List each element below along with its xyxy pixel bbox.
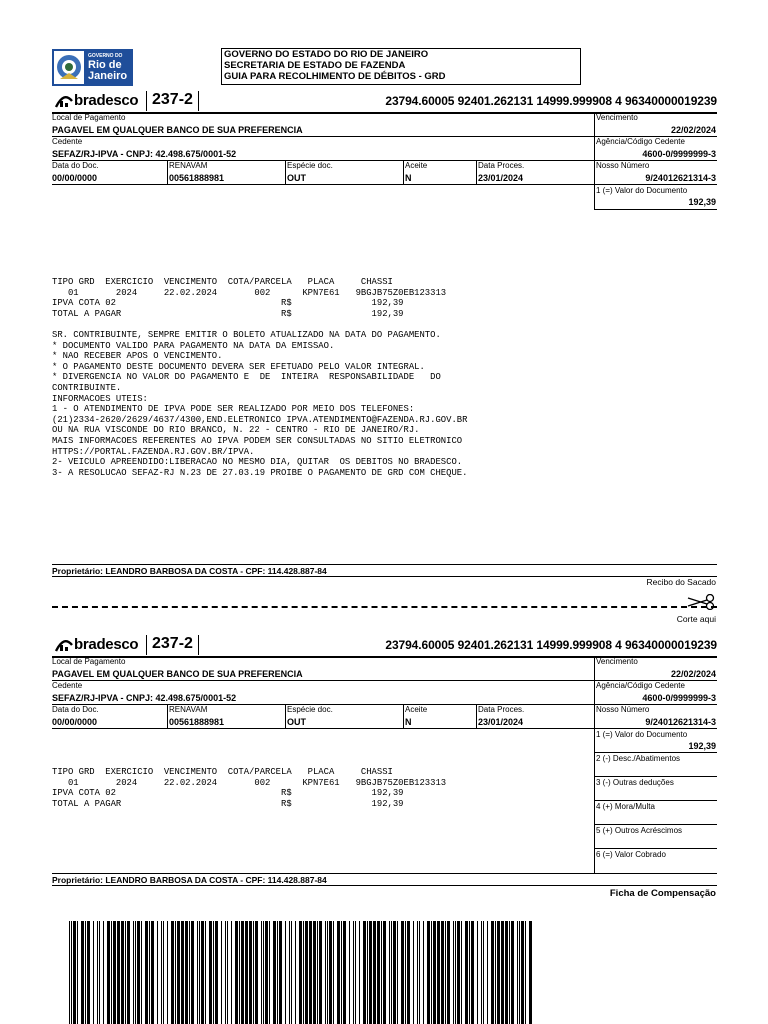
- barcode-bar: [511, 921, 514, 1024]
- barcode-bar: [505, 921, 508, 1024]
- barcode-bar: [175, 921, 176, 1024]
- barcode-bar: [487, 921, 488, 1024]
- barcode-bar: [417, 921, 418, 1024]
- barcode-bar: [389, 921, 390, 1024]
- barcode-bar: [455, 921, 456, 1024]
- barcode-bar: [519, 921, 520, 1024]
- barcode-bar: [255, 921, 258, 1024]
- barcode-bar: [181, 921, 184, 1024]
- value-data-doc: 00/00/0000: [52, 173, 98, 183]
- barcode-bar: [191, 921, 194, 1024]
- gov-rj-logo: [52, 49, 133, 86]
- barcode-bar: [125, 921, 126, 1024]
- bank-code: 237-2: [152, 635, 193, 652]
- barcode-bar: [329, 921, 332, 1024]
- value-cedente: SEFAZ/RJ-IPVA - CNPJ: 42.498.675/0001-52: [52, 149, 237, 159]
- barcode-bar: [241, 921, 244, 1024]
- label-cedente: Cedente: [52, 137, 83, 146]
- value-valor-doc-b: 192,39: [688, 741, 716, 751]
- gov-logo-rio: Rio de: [88, 59, 122, 71]
- barcode-bar: [69, 921, 70, 1024]
- barcode-bar: [333, 921, 334, 1024]
- label-valor-doc: 1 (=) Valor do Documento: [596, 186, 688, 195]
- barcode-bar: [205, 921, 206, 1024]
- barcode-bar: [265, 921, 268, 1024]
- label-cedente-b: Cedente: [52, 681, 83, 690]
- barcode-bar: [71, 921, 72, 1024]
- barcode-bar: [213, 921, 214, 1024]
- header-title-box: [221, 48, 581, 85]
- value-nosso-numero: 9/24012621314-3: [645, 173, 716, 183]
- barcode-bar: [93, 921, 94, 1024]
- value-vencimento: 22/02/2024: [670, 125, 716, 135]
- barcode-bar: [133, 921, 134, 1024]
- barcode: [69, 921, 532, 1024]
- barcode-bar: [305, 921, 308, 1024]
- barcode-bar: [137, 921, 140, 1024]
- barcode-bar: [471, 921, 474, 1024]
- barcode-bar: [291, 921, 292, 1024]
- barcode-bar: [383, 921, 386, 1024]
- barcode-bar: [397, 921, 398, 1024]
- barcode-bar: [441, 921, 444, 1024]
- value-agencia: 4600-0/9999999-3: [642, 149, 716, 159]
- barcode-bar: [349, 921, 350, 1024]
- barcode-bar: [199, 921, 200, 1024]
- barcode-bar: [405, 921, 406, 1024]
- label-renavam-b: RENAVAM: [169, 705, 208, 714]
- barcode-bar: [327, 921, 328, 1024]
- barcode-bar: [431, 921, 432, 1024]
- barcode-bar: [85, 921, 86, 1024]
- gov-logo-small: GOVERNO DO: [88, 53, 123, 59]
- bank-header-top: [52, 90, 717, 112]
- barcode-bar: [189, 921, 190, 1024]
- label-data-proces: Data Proces.: [478, 161, 525, 170]
- barcode-bar: [453, 921, 454, 1024]
- bank-name: bradesco: [74, 92, 139, 109]
- value-data-doc-b: 00/00/0000: [52, 717, 98, 727]
- barcode-bar: [401, 921, 404, 1024]
- barcode-bar: [279, 921, 282, 1024]
- proprietario-top: Proprietário: LEANDRO BARBOSA DA COSTA - CPF: 114.428.887-84: [52, 566, 327, 576]
- digitable-line: 23794.60005 92401.262131 14999.999908 4 96340000019239: [385, 638, 717, 652]
- barcode-bar: [127, 921, 130, 1024]
- header-title-line-1: GOVERNO DO ESTADO DO RIO DE JANEIRO: [224, 49, 429, 60]
- value-valor-doc: 192,39: [688, 197, 716, 207]
- label-vencimento-b: Vencimento: [596, 657, 638, 666]
- barcode-bar: [481, 921, 482, 1024]
- label-data-doc-b: Data do Doc.: [52, 705, 99, 714]
- label-vencimento: Vencimento: [596, 113, 638, 122]
- barcode-bar: [171, 921, 174, 1024]
- barcode-bar: [161, 921, 162, 1024]
- barcode-bar: [273, 921, 276, 1024]
- proprietario-bottom: Proprietário: LEANDRO BARBOSA DA COSTA - CPF: 114.428.887-84: [52, 875, 327, 885]
- barcode-bar: [355, 921, 356, 1024]
- value-local-pagamento-b: PAGAVEL EM QUALQUER BANCO DE SUA PREFERENCIA: [52, 669, 303, 679]
- barcode-bar: [477, 921, 478, 1024]
- barcode-bar: [103, 921, 104, 1024]
- barcode-bar: [445, 921, 446, 1024]
- barcode-bar: [373, 921, 376, 1024]
- barcode-bar: [157, 921, 158, 1024]
- label-valor-doc-b: 1 (=) Valor do Documento: [596, 730, 688, 739]
- recibo-sacado-label: Recibo do Sacado: [646, 577, 716, 587]
- label-data-doc: Data do Doc.: [52, 161, 99, 170]
- barcode-bar: [225, 921, 226, 1024]
- bradesco-logo-icon: [54, 93, 74, 109]
- barcode-bar: [121, 921, 124, 1024]
- barcode-bar: [319, 921, 322, 1024]
- label-renavam: RENAVAM: [169, 161, 208, 170]
- barcode-bar: [73, 921, 76, 1024]
- bank-code: 237-2: [152, 91, 193, 108]
- barcode-bar: [261, 921, 262, 1024]
- digitable-line: 23794.60005 92401.262131 14999.999908 4 96340000019239: [385, 94, 717, 108]
- label-aceite: Aceite: [405, 161, 428, 170]
- label-agencia-b: Agência/Código Cedente: [596, 681, 685, 690]
- barcode-bar: [521, 921, 524, 1024]
- barcode-bar: [407, 921, 410, 1024]
- barcode-bar: [269, 921, 270, 1024]
- barcode-bar: [461, 921, 462, 1024]
- barcode-bar: [525, 921, 526, 1024]
- value-renavam: 00561888981: [169, 173, 225, 183]
- cut-line: [52, 606, 717, 608]
- barcode-bar: [457, 921, 460, 1024]
- barcode-bar: [81, 921, 84, 1024]
- gov-logo-janeiro: Janeiro: [88, 70, 128, 82]
- label-outras-deducoes: 3 (-) Outras deduções: [596, 778, 674, 787]
- barcode-bar: [353, 921, 354, 1024]
- barcode-bar: [419, 921, 420, 1024]
- label-desc: 2 (-) Desc./Abatimentos: [596, 754, 681, 763]
- barcode-bar: [433, 921, 436, 1024]
- barcode-bar: [141, 921, 142, 1024]
- value-cedente-b: SEFAZ/RJ-IPVA - CNPJ: 42.498.675/0001-52: [52, 693, 237, 703]
- barcode-bar: [99, 921, 100, 1024]
- barcode-bar: [245, 921, 248, 1024]
- barcode-bar: [295, 921, 296, 1024]
- bradesco-logo-icon: [54, 637, 74, 653]
- value-renavam-b: 00561888981: [169, 717, 225, 727]
- barcode-bar: [497, 921, 500, 1024]
- barcode-bar: [495, 921, 496, 1024]
- barcode-bar: [299, 921, 302, 1024]
- barcode-bar: [325, 921, 326, 1024]
- barcode-bar: [529, 921, 532, 1024]
- barcode-bar: [337, 921, 340, 1024]
- label-outros-acrescimos: 5 (+) Outros Acréscimos: [596, 826, 683, 835]
- barcode-bar: [343, 921, 346, 1024]
- barcode-bar: [413, 921, 414, 1024]
- barcode-bar: [177, 921, 180, 1024]
- scissors-icon: [684, 594, 718, 610]
- barcode-bar: [151, 921, 154, 1024]
- barcode-bar: [235, 921, 238, 1024]
- instructions-bottom: TIPO GRD EXERCICIO VENCIMENTO COTA/PARCELA PLACA CHASSI 01 2024 22.02.2024 002 KPN7E61 9BGJB75Z0EB123313 IPVA COTA 02 R$ 192,39 TOTAL A PAGAR R$ 192,39: [52, 767, 447, 809]
- label-local-pagamento: Local de Pagamento: [52, 113, 126, 122]
- barcode-bar: [517, 921, 518, 1024]
- barcode-bar: [423, 921, 424, 1024]
- barcode-bar: [369, 921, 372, 1024]
- label-data-proces-b: Data Proces.: [478, 705, 525, 714]
- value-local-pagamento: PAGAVEL EM QUALQUER BANCO DE SUA PREFERENCIA: [52, 125, 303, 135]
- label-especie-b: Espécie doc.: [287, 705, 333, 714]
- barcode-bar: [277, 921, 278, 1024]
- barcode-bar: [163, 921, 164, 1024]
- barcode-bar: [117, 921, 120, 1024]
- barcode-bar: [391, 921, 392, 1024]
- barcode-bar: [289, 921, 290, 1024]
- barcode-bar: [231, 921, 232, 1024]
- barcode-bar: [249, 921, 252, 1024]
- barcode-bar: [149, 921, 150, 1024]
- barcode-bar: [313, 921, 316, 1024]
- barcode-bar: [363, 921, 366, 1024]
- value-especie-b: OUT: [287, 717, 306, 727]
- barcode-bar: [317, 921, 318, 1024]
- header-title-line-3: GUIA PARA RECOLHIMENTO DE DÉBITOS - GRD: [224, 71, 446, 82]
- barcode-bar: [209, 921, 212, 1024]
- ficha-compensacao-label: Ficha de Compensação: [609, 888, 716, 899]
- barcode-bar: [87, 921, 90, 1024]
- barcode-bar: [197, 921, 198, 1024]
- barcode-bar: [107, 921, 110, 1024]
- label-nosso-numero: Nosso Número: [596, 161, 650, 170]
- label-local-pagamento-b: Local de Pagamento: [52, 657, 126, 666]
- barcode-bar: [309, 921, 312, 1024]
- barcode-bar: [167, 921, 168, 1024]
- header-title-line-2: SECRETARIA DE ESTADO DE FAZENDA: [224, 60, 406, 71]
- value-vencimento-b: 22/02/2024: [670, 669, 716, 679]
- barcode-bar: [377, 921, 380, 1024]
- barcode-bar: [341, 921, 342, 1024]
- value-data-proces: 23/01/2024: [478, 173, 524, 183]
- barcode-bar: [97, 921, 98, 1024]
- barcode-bar: [111, 921, 112, 1024]
- label-aceite-b: Aceite: [405, 705, 428, 714]
- barcode-bar: [77, 921, 78, 1024]
- barcode-bar: [227, 921, 228, 1024]
- bank-name: bradesco: [74, 636, 139, 653]
- barcode-bar: [367, 921, 368, 1024]
- label-valor-cobrado: 6 (=) Valor Cobrado: [596, 850, 666, 859]
- barcode-bar: [381, 921, 382, 1024]
- value-agencia-b: 4600-0/9999999-3: [642, 693, 716, 703]
- barcode-bar: [483, 921, 484, 1024]
- barcode-bar: [215, 921, 218, 1024]
- label-especie: Espécie doc.: [287, 161, 333, 170]
- barcode-bar: [447, 921, 450, 1024]
- label-nosso-numero-b: Nosso Número: [596, 705, 650, 714]
- value-nosso-numero-b: 9/24012621314-3: [645, 717, 716, 727]
- barcode-bar: [285, 921, 286, 1024]
- barcode-bar: [303, 921, 304, 1024]
- barcode-bar: [509, 921, 510, 1024]
- barcode-bar: [359, 921, 360, 1024]
- barcode-bar: [469, 921, 470, 1024]
- barcode-bar: [501, 921, 504, 1024]
- bank-header-bottom: [52, 634, 717, 656]
- barcode-bar: [393, 921, 396, 1024]
- barcode-bar: [427, 921, 430, 1024]
- barcode-bar: [201, 921, 204, 1024]
- barcode-bar: [113, 921, 116, 1024]
- label-mora: 4 (+) Mora/Multa: [596, 802, 655, 811]
- value-aceite: N: [405, 173, 412, 183]
- instructions-top: TIPO GRD EXERCICIO VENCIMENTO COTA/PARCELA PLACA CHASSI 01 2024 22.02.2024 002 KPN7E61 9BGJB75Z0EB123313 IPVA COTA 02 R$ 192,39 TOTAL A PAGAR R$ 192,39 SR. CONTRIBUINTE, SEMPRE EMITIR O BOLETO ATUALIZADO NA DATA DO PAGAMENTO. * DOCUMENTO VALIDO PARA PAGAMENTO NA DATA DA EMISSAO. * NAO RECEBER APOS O VENCIMENTO. * O PAGAMENTO DESTE DOCUMENTO DEVERA SER EFETUADO PELO VALOR INTEGRAL. * DIVERGENCIA NO VALOR DO PAGAMENTO E DE INTEIRA RESPONSABILIDADE DO CONTRIBUINTE. INFORMACOES UTEIS: 1 - O ATENDIMENTO DE IPVA PODE SER REALIZADO POR MEIO DOS TELEFONES: (21)2334-2620/2629/4637/4300,END.ELETRONICO IPVA.ATENDIMENTO@FAZENDA.RJ.GOV.BR OU NA RUA VISCONDE DO RIO BRANCO, N. 22 - CENTRO - RIO DE JANEIRO/RJ. MAIS INFORMACOES REFERENTES AO IPVA PODEM SER CONSULTADAS NO SITIO ELETRONICO HTTPS://PORTAL.FAZENDA.RJ.GOV.BR/IPVA. 2- VEICULO APREENDIDO:LIBERACAO NO MESMO DIA, QUITAR OS DEBITOS NO BRADESCO. 3- A RESOLUCAO SEFAZ-RJ N.23 DE 27.03.19 PROIBE O PAGAMENTO DE GRD COM CHEQUE.: [52, 277, 468, 478]
- barcode-bar: [491, 921, 494, 1024]
- barcode-bar: [253, 921, 254, 1024]
- barcode-bar: [437, 921, 440, 1024]
- barcode-bar: [221, 921, 222, 1024]
- barcode-bar: [145, 921, 148, 1024]
- value-aceite-b: N: [405, 717, 412, 727]
- value-data-proces-b: 23/01/2024: [478, 717, 524, 727]
- value-especie: OUT: [287, 173, 306, 183]
- barcode-bar: [185, 921, 188, 1024]
- barcode-bar: [239, 921, 240, 1024]
- barcode-bar: [135, 921, 136, 1024]
- barcode-bar: [263, 921, 264, 1024]
- corte-aqui-label: Corte aqui: [676, 614, 716, 624]
- barcode-bar: [465, 921, 468, 1024]
- label-agencia: Agência/Código Cedente: [596, 137, 685, 146]
